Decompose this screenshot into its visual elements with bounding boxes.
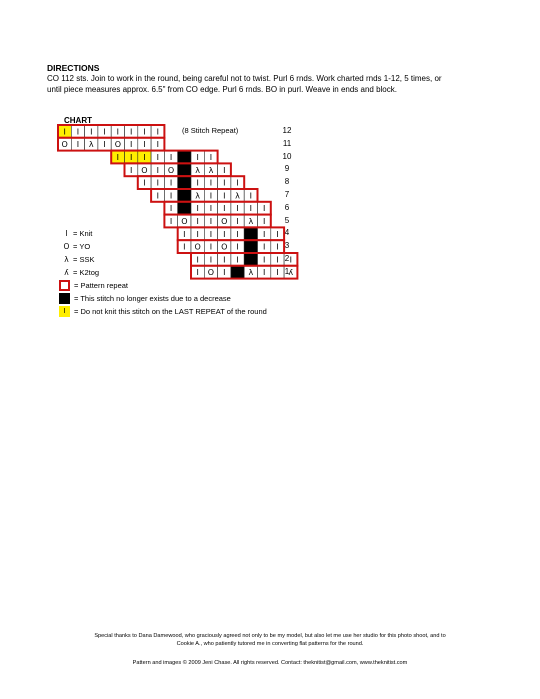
- chart-stitch-symbol: I: [209, 255, 213, 265]
- legend-yo: [60, 242, 90, 251]
- chart-stitch-symbol: I: [276, 242, 279, 252]
- chart-stitch-symbol: I: [129, 127, 133, 137]
- row-number: 11: [282, 138, 292, 148]
- chart-stitch-symbol: I: [223, 229, 226, 239]
- chart-stitch-symbol: I: [143, 127, 146, 137]
- chart-stitch-symbol: O: [221, 217, 228, 226]
- chart-stitch-symbol: I: [236, 229, 239, 239]
- chart-stitch-symbol: I: [196, 178, 199, 188]
- chart-stitch-symbol: I: [196, 204, 199, 214]
- row-number: 8: [284, 177, 290, 187]
- chart-cell: [178, 163, 191, 176]
- k2tog-symbol: ʎ: [64, 268, 69, 277]
- chart-cell: [178, 202, 191, 215]
- chart-stitch-symbol: I: [223, 178, 226, 188]
- chart-stitch-symbol: λ: [88, 140, 94, 150]
- chart-stitch-symbol: I: [223, 268, 226, 278]
- chart-stitch-symbol: I: [236, 178, 239, 188]
- row-number: 9: [284, 164, 290, 174]
- row-number: 7: [284, 190, 290, 199]
- chart-cell: [231, 266, 244, 279]
- row-number: 2: [284, 254, 290, 263]
- chart-stitch-symbol: λ: [195, 165, 201, 175]
- chart-stitch-symbol: λ: [195, 191, 201, 201]
- chart-stitch-symbol: I: [196, 153, 199, 162]
- chart-stitch-symbol: I: [209, 191, 213, 201]
- chart-stitch-symbol: I: [169, 217, 173, 226]
- chart-stitch-symbol: I: [262, 268, 266, 278]
- row-number: 12: [282, 126, 292, 135]
- chart-stitch-symbol: I: [103, 140, 106, 150]
- legend-k2tog-label: = K2tog: [73, 268, 100, 277]
- chart-stitch-symbol: I: [223, 204, 226, 214]
- row-number: 4: [284, 228, 290, 238]
- chart-stitch-symbol: I: [169, 153, 173, 162]
- row-number: 5: [284, 215, 290, 225]
- chart-stitch-symbol: I: [169, 178, 173, 188]
- directions-heading: DIRECTIONS: [47, 63, 100, 73]
- legend-k2tog: [60, 268, 99, 277]
- chart-cell: [178, 189, 191, 202]
- chart-stitch-symbol: O: [141, 165, 148, 175]
- chart-stitch-symbol: I: [236, 255, 239, 265]
- yo-symbol: O: [63, 242, 70, 251]
- highlight-swatch: I: [59, 306, 70, 317]
- chart-stitch-symbol: I: [156, 191, 159, 201]
- chart-stitch-symbol: I: [262, 217, 266, 226]
- chart-stitch-symbol: O: [181, 217, 188, 226]
- chart-stitch-symbol: I: [249, 191, 253, 201]
- chart-stitch-symbol: I: [262, 255, 266, 265]
- chart-stitch-symbol: I: [196, 268, 199, 278]
- legend-knit-label: = Knit: [73, 229, 93, 238]
- chart-stitch-symbol: I: [262, 204, 266, 214]
- copyright-line: Pattern and images © 2009 Jeni Chase. All rights reserved. Contact: theknitist@gmail.com, www.theknitist.com: [132, 660, 408, 666]
- chart-stitch-symbol: O: [61, 140, 68, 150]
- chart-stitch-symbol: I: [156, 165, 159, 175]
- thanks-line-2: Cookie A., who patiently tutored me in converting flat patterns for the round.: [176, 641, 364, 647]
- chart-stitch-symbol: I: [143, 140, 146, 150]
- chart-stitch-symbol: O: [194, 242, 201, 252]
- chart-stitch-symbol: λ: [248, 217, 254, 226]
- chart-stitch-symbol: λ: [248, 268, 254, 278]
- directions-line-2: until piece measures approx. 6.5" from CO edge. Purl 6 rnds. BO in purl. Weave in ends and block.: [47, 85, 397, 94]
- chart-cell: [244, 253, 257, 266]
- chart-cell: [244, 240, 257, 253]
- chart-stitch-symbol: I: [129, 153, 133, 162]
- chart-stitch-symbol: I: [262, 229, 266, 239]
- chart-stitch-symbol: I: [196, 255, 199, 265]
- chart-stitch-symbol: I: [209, 229, 213, 239]
- chart-stitch-symbol: I: [156, 153, 159, 162]
- legend-highlight-label: = Do not knit this stitch on the LAST REPEAT of the round: [74, 307, 267, 316]
- no-stitch-swatch: [59, 293, 70, 304]
- chart-stitch-symbol: I: [76, 127, 80, 137]
- chart-stitch-symbol: I: [223, 191, 226, 201]
- chart-stitch-symbol: I: [143, 178, 146, 188]
- chart-stitch-symbol: O: [114, 140, 121, 150]
- legend-yo-label: = YO: [73, 242, 91, 251]
- chart-stitch-symbol: I: [209, 204, 213, 214]
- chart-stitch-symbol: I: [116, 127, 120, 137]
- chart-stitch-symbol: I: [262, 242, 266, 252]
- chart-stitch-symbol: λ: [208, 165, 214, 175]
- chart-stitch-symbol: I: [156, 127, 159, 137]
- chart-stitch-symbol: I: [209, 242, 213, 252]
- chart-stitch-symbol: I: [289, 255, 292, 265]
- legend-ssk-label: = SSK: [73, 255, 95, 264]
- chart-heading: CHART: [64, 116, 92, 125]
- chart-stitch-symbol: I: [196, 217, 199, 226]
- repeat-note: (8 Stitch Repeat): [182, 126, 239, 135]
- chart-stitch-symbol: I: [169, 204, 173, 214]
- chart-stitch-symbol: I: [209, 153, 213, 162]
- knit-symbol: I: [65, 229, 68, 238]
- chart-stitch-symbol: I: [129, 140, 133, 150]
- chart-stitch-symbol: I: [236, 204, 239, 214]
- row-number: 1: [284, 266, 290, 276]
- legend-ssk: [60, 255, 94, 264]
- chart-stitch-symbol: ʎ: [288, 268, 294, 278]
- chart-stitch-symbol: O: [207, 268, 215, 278]
- chart-stitch-symbol: I: [90, 127, 93, 137]
- chart-stitch-symbol: O: [167, 165, 175, 175]
- thanks-line-1: Special thanks to Dana Damewood, who graciously agreed not only to be my model, but also let me use her studio for this photo shoot, and to: [94, 633, 446, 639]
- chart-stitch-symbol: I: [276, 255, 279, 265]
- legend-repeat-label: = Pattern repeat: [74, 281, 128, 290]
- legend-knit: [60, 229, 92, 238]
- chart-stitch-symbol: I: [223, 255, 226, 265]
- chart-stitch-symbol: O: [221, 242, 228, 252]
- chart-cell: [178, 176, 191, 189]
- chart-stitch-symbol: I: [129, 165, 133, 175]
- chart-stitch-symbol: I: [143, 153, 146, 162]
- chart-stitch-symbol: I: [276, 229, 279, 239]
- chart-stitch-symbol: I: [276, 268, 279, 278]
- chart-stitch-symbol: I: [236, 217, 239, 226]
- chart-stitch-symbol: I: [183, 229, 186, 239]
- chart-stitch-symbol: I: [196, 229, 199, 239]
- pattern-repeat-swatch: [59, 280, 70, 291]
- chart-stitch-symbol: I: [156, 140, 159, 150]
- chart-stitch-symbol: I: [209, 178, 213, 188]
- chart-stitch-symbol: I: [249, 204, 253, 214]
- chart-stitch-symbol: λ: [235, 191, 240, 201]
- legend-nostitch-label: = This stitch no longer exists due to a decrease: [74, 294, 231, 303]
- row-number: 6: [284, 202, 290, 212]
- chart-cell: [244, 227, 257, 240]
- chart-stitch-symbol: I: [209, 217, 213, 226]
- chart-stitch-symbol: I: [76, 140, 80, 150]
- chart-stitch-symbol: I: [116, 153, 120, 162]
- chart-stitch-symbol: I: [223, 165, 226, 175]
- ssk-symbol: λ: [64, 255, 69, 264]
- row-number: 3: [284, 241, 290, 251]
- directions-line-1: CO 112 sts. Join to work in the round, being careful not to twist. Purl 6 rnds. Work charted rnds 1-12, 5 times, or: [47, 74, 442, 83]
- chart-stitch-symbol: I: [156, 178, 159, 188]
- chart-stitch-symbol: I: [236, 242, 239, 252]
- chart-cell: [178, 151, 191, 164]
- chart-stitch-symbol: I: [169, 191, 173, 201]
- chart-stitch-symbol: I: [183, 242, 186, 252]
- chart-stitch-symbol: I: [63, 127, 66, 137]
- chart-stitch-symbol: I: [103, 127, 106, 137]
- row-number: 10: [282, 151, 292, 161]
